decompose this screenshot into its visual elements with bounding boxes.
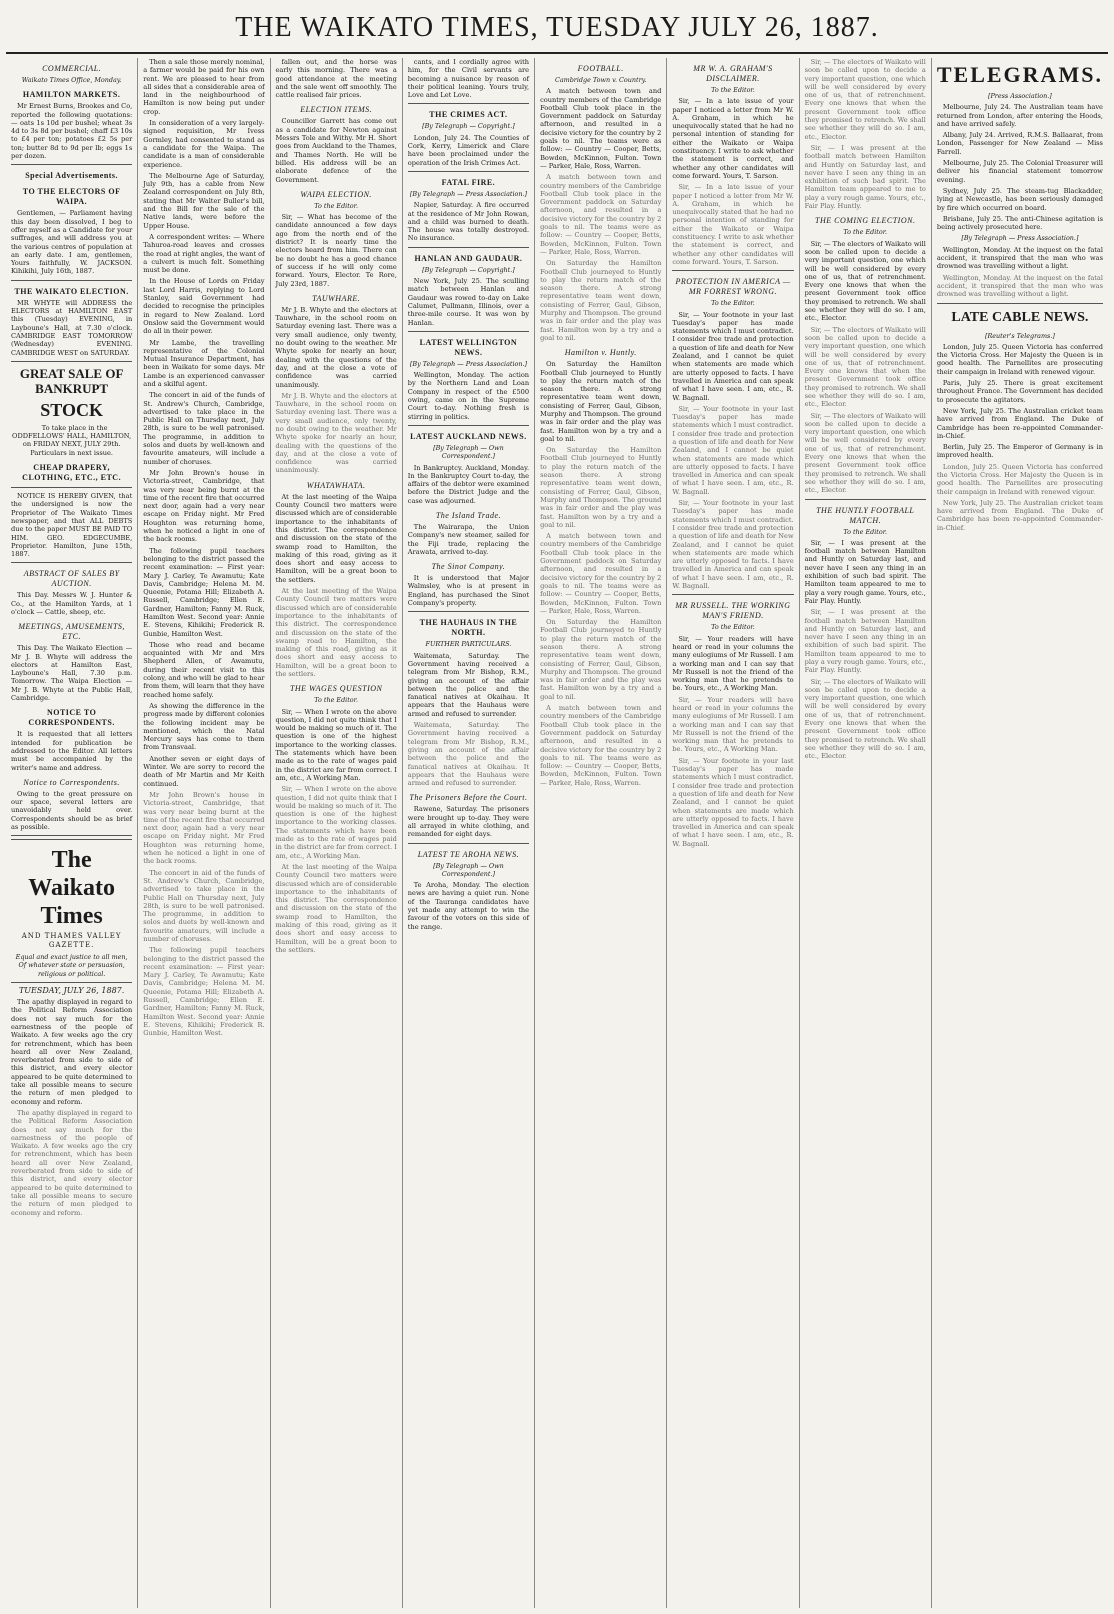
- teaaroha-text: Te Aroha, Monday. The election news are having a quiet run. None of the Tauranga candidates have yet made any attempt to win the favour of the voters on this side of the range.: [407, 881, 530, 931]
- wages-cont: At the last meeting of the Waipa County Council two matters were discussed which are of considerable importance to the inhabitants of this district. The correspondence and discussion on the state of the swamp road to Hamilton, the making of this road, giving as it does short and easy access to Hamilton, will be a great boon to the settlers.: [275, 862, 397, 954]
- late-text-2: Paris, July 25. There is great excitement throughout France. The Government has decided to prosecute the agitators.: [936, 379, 1103, 404]
- telegram-item: Brisbane, July 25. The anti-Chinese agitation is being actively prosecuted here.: [936, 214, 1103, 232]
- column-4: [403, 58, 535, 1608]
- whatawhata-cont: At the last meeting of the Waipa County Council two matters were discussed which are of considerable importance to the inhabitants of this district. The correspondence and discussion on the state of the swamp road to Hamilton, the making of this road, giving as it does short and easy access to Hamilton, will be a great boon to the settlers.: [275, 587, 397, 678]
- auckland-text: In Bankruptcy. Auckland, Monday. In the Bankruptcy Court to-day, the affairs of the debtor were examined before the District Judge and the case was adjourned.: [407, 463, 530, 505]
- divider: [11, 164, 132, 165]
- divider: [11, 280, 132, 281]
- divider: [408, 843, 529, 844]
- masthead-rule: [6, 52, 1108, 54]
- hanlan-text: New York, July 25. The sculling match between Hanlan and Gaudaur was rowed to-day on Lake Calumet, Pullmann, Illinois, over a three-mile course. It was won by Hanlan.: [407, 277, 530, 327]
- protection-sub: To the Editor.: [711, 299, 755, 308]
- column-7: [800, 58, 932, 1608]
- protection-cont: Sir, — Your footnote in your last Tuesday's paper has made statements which I must contradict. I consider free trade and protection a question of life and death for New Zealand, and I cannot be quiet when statements are made which are utterly opposed to facts. I have travelled in America and can speak of what I have seen. I am, etc., R. W. Bagnall.: [672, 499, 794, 591]
- gothic-title: The Waikato Times: [28, 847, 115, 930]
- tauwhare-cont: Mr J. B. Whyte and the electors at Tauwhare, in the school room on Saturday evening last. There was a very small audience, only twenty, no doubt owing to the weather. Mr Whyte spoke for nearly an hour, dealing with the questions of the day, and at the close a vote of confidence was carried unanimously.: [275, 391, 397, 475]
- divider: [408, 331, 529, 332]
- football-text-2: On Saturday the Hamilton Football Club journeyed to Huntly to play the return match of the season there. A strong representative team went down, consisting of Ferrer, Gaul, Gibson, Murphy and Thompson. The ground was in fair order and the play was fast. Hamilton won by a try and a goal to nil.: [540, 360, 662, 443]
- huntly-cont: Sir, — The electors of Waikato will soon be called upon to decide a very important question, one which will be well considered by every one of us, that of retrenchment. Every one knows that when the present Government took office they promised to retrench. We shall see whether they will do so. I am, etc., Elector.: [804, 677, 926, 761]
- telegrams-sub: [Press Association.]: [988, 92, 1052, 100]
- wages-cont: Sir, — When I wrote on the above question, I did not quite think that I would be making so much of it. The question is one of the highest importance to the working classes. The statements which have been made as to the rate of wages paid in the district are far from correct. I am, etc., A Working Man.: [275, 785, 397, 860]
- graham-cont: Sir, — In a late issue of your paper I noticed a letter from Mr W. A. Graham, in which he unequivocally stated that he had no personal intention of standing for either the Waikato or Waipa constituency. I write to ask whether the statement is correct, and whether any other candidates will come forward. Yours, T. Sarson.: [672, 183, 794, 266]
- wages-sub: To the Editor.: [314, 696, 359, 705]
- cheap-drapery: CHEAP DRAPERY, CLOTHING, ETC., ETC.: [22, 463, 122, 483]
- ntc-text: Wellington, Monday. At the inquest on the fatal accident, it transpired that the man who was drowned was travelling without a light.: [936, 245, 1103, 271]
- divider: [408, 611, 529, 612]
- waipa-sub: To the Editor.: [314, 201, 359, 210]
- huntly-cont: Sir, — I was present at the football match between Hamilton and Huntly on Saturday last, and never have I seen any thing in an exhibition of such bad spirit. The Hamilton team appeared to me to play a very rough game. Yours, etc., Fair Play. Huntly.: [804, 608, 926, 675]
- heading-tauwhare: TAUWHARE.: [312, 293, 361, 303]
- heading-sinot-company: The Sinot Company.: [431, 562, 506, 572]
- football-text-2-cont: A match between town and country members of the Cambridge Football Club took place in the Government paddock on Saturday afternoon, and resulted in a decisive victory for the country by 2 goals to nil. The teams were as follow: — Country — Cooper, Betts, Bowden, McKinnon, Fulton. Town — Parker, Hale, Ross, Warren.: [540, 532, 662, 615]
- hanlan-sub: [By Telegraph — Copyright.]: [422, 265, 515, 274]
- column-6: [667, 58, 799, 1608]
- ntc-cont: Wellington, Monday. At the inquest on the fatal accident, it transpired that the man who was drowned was travelling without a light.: [936, 273, 1103, 299]
- wages-text: Sir, — When I wrote on the above question, I did not quite think that I would be making so much of it. The question is one of the highest importance to the working classes. The statements which have been made as to the rate of wages paid in the district are far from correct. I am, etc., A Working Man.: [275, 707, 397, 782]
- crimes-sub: [By Telegraph — Copyright.]: [422, 122, 515, 131]
- graham-text: Sir, — In a late issue of your paper I noticed a letter from Mr W. A. Graham, in which he unequivocally stated that he had no personal intention of standing for either the Waikato or Waipa constituency. I write to ask whether the statement is correct, and whether any other candidates will come forward. Yours, T. Sarson.: [672, 97, 794, 180]
- heading-waikato-election: THE WAIKATO ELECTION.: [14, 286, 129, 296]
- huntly-sub: To the Editor.: [843, 527, 888, 536]
- paragraph: fallen out, and the horse was early this morning. There was a good attendance at the meeting and the sale went off smoothly. The cattle realised fair prices.: [275, 58, 397, 100]
- heading-wellington-news: LATEST WELLINGTON NEWS.: [419, 337, 518, 357]
- heading-fatal-fire: FATAL FIRE.: [441, 177, 496, 187]
- notice-corr-text: Owing to the great pressure on our space, several letters are unavoidably held over. Correspondents should be as brief as possible.: [11, 789, 133, 832]
- gothic-motto: Equal and exact justice to all men, Of whatever state or persuasion, religious or political.: [15, 952, 128, 978]
- election-items-text: Councillor Garrett has come out as a candidate for Newton against Messrs Tole and Withy. Mr H. Short goes from Auckland to the Thames, and Thames North. He will be billed. His address will be an elaborate defence of the Government.: [275, 117, 397, 184]
- column-3: [271, 58, 403, 1608]
- late-text: London, July 25. Queen Victoria has conferred the Victoria Cross. Her Majesty the Queen is in good health. The Parnellites are prosecuting their campaign in Ireland with renewed vigour.: [936, 342, 1103, 376]
- paragraph: Then a sale those merely nominal, a farmer would be paid for his own rent. We are pleased to hear from all sides that a considerable area of land in the neighbourhood of Hamilton is now being put under crop.: [143, 58, 265, 116]
- protection-text: Sir, — Your footnote in your last Tuesday's paper has made statements which I must contradict. I consider free trade and protection a question of life and death for New Zealand, and I cannot be quiet when statements are made which are utterly opposed to facts. I have travelled in America and can speak of what I have seen. I am, etc., R. W. Bagnall.: [672, 310, 794, 402]
- column-5: [535, 58, 667, 1608]
- great-sale-heading-1: GREAT SALE OF BANKRUPT: [19, 365, 124, 396]
- sale-text: To take place in the ODDFELLOWS' HALL, HAMILTON, on FRIDAY NEXT, JULY 29th. Particulars in next issue.: [12, 423, 132, 457]
- heading-abstract-sales: ABSTRACT OF SALES BY AUCTION.: [23, 569, 120, 589]
- late-text-4: Berlin, July 25. The Emperor of Germany is in improved health.: [936, 443, 1103, 460]
- heading-island-trade: The Island Trade.: [435, 510, 502, 520]
- telegram-item: Albany, July 24. Arrived, R.M.S. Ballaarat, from London, Passenger for New Zealand — Miss Farrell.: [936, 131, 1103, 156]
- russell-text: Sir, — Your readers will have heard or read in your columns the many eulogiums of Mr Russell. I am a working man and I can say that Mr Russell is not the friend of the working man that he pretends to be. Yours, etc., A Working Man.: [672, 634, 794, 693]
- heading-commercial: COMMERCIAL.: [42, 64, 102, 73]
- coming-cont: Sir, — The electors of Waikato will soon be called upon to decide a very important question, one which will be well considered by every one of us, that of retrenchment. Every one knows that when the present Government took office they promised to retrench. We shall see whether they will do so. I am, etc., Elector.: [804, 325, 926, 409]
- tauwhare-text: Mr J. B. Whyte and the electors at Tauwhare, in the school room on Saturday evening last. There was a very small audience, only twenty, no doubt owing to the weather. Mr Whyte spoke for nearly an hour, dealing with the questions of the day, and at the close a vote of confidence was carried unanimously.: [275, 305, 397, 389]
- heading-notice-correspondents: NOTICE TO CORRESPONDENTS.: [28, 708, 115, 728]
- divider: [408, 425, 529, 426]
- late-cont: London, July 25. Queen Victoria has conferred the Victoria Cross. Her Majesty the Queen is in good health. The Parnellites are prosecuting their campaign in Ireland with renewed vigour.: [936, 462, 1103, 496]
- teaaroha-sub: [By Telegraph — Own Correspondent.]: [433, 861, 504, 878]
- commercial-sub: Waikato Times Office, Monday.: [21, 76, 122, 84]
- paragraph: The concert in aid of the funds of St. Andrew's Church, Cambridge, advertised to take place in the Public Hall on Thursday next, July 28th, is sure to be well patronised. The programme, in addition to solos and duets by well-known and favourite amateurs, will include a number of choruses.: [143, 391, 265, 466]
- divider: [672, 594, 793, 595]
- auckland-sub: [By Telegraph — Own Correspondent.]: [433, 443, 504, 461]
- dateline: TUESDAY, JULY 26, 1887.: [18, 985, 125, 995]
- hauhaus-text: Waitemata, Saturday. The Government having received a telegram from Mr Bishop, R.M., giving an account of the affair between the police and the fanatical natives at Okaihau. It appears that the Hauhaus were armed and refused to surrender.: [407, 651, 530, 718]
- waipa-text: Sir, — What has become of the candidate announced a few days ago from the north end of the district? It is nearly time the electors heard from him. There can be no doubt he has a good chance of success if he will only come forward. Yours, Elector. Te Rore, July 23rd, 1887.: [275, 213, 397, 288]
- heading-wages-question: THE WAGES QUESTION: [289, 684, 383, 694]
- divider: [805, 499, 926, 500]
- column-2: [138, 58, 270, 1608]
- newspaper-title: THE WAIKATO TIMES, TUESDAY JULY 26, 1887.: [235, 12, 879, 43]
- heading-electors-waipa: TO THE ELECTORS OF WAIPA.: [22, 187, 121, 207]
- whatawhata-text: At the last meeting of the Waipa County Council two matters were discussed which are of considerable importance to the inhabitants of this district. The correspondence and discussion on the state of the swamp road to Hamilton, the making of this road, giving as it does short and easy access to Hamilton, will be a great boon to the settlers.: [275, 492, 397, 584]
- paragraph: In consideration of a very largely-signed requisition, Mr Ivess Gormley, had consented to stand as a candidate for the Waipa. The candidate is a man of considerable experience.: [143, 119, 265, 169]
- heading-late-cable-news: LATE CABLE NEWS.: [951, 309, 1089, 325]
- waikato-election-text: MR WHYTE will ADDRESS the ELECTORS at HAMILTON EAST this (Tuesday) EVENING, in Layboune's Hall, at 7.30 o'clock. CAMBRIDGE EAST TOMORROW (Wednesday) EVENING. CAMBRIDGE WEST on SATURDAY.: [11, 298, 133, 357]
- hauhaus-cont: Waitemata, Saturday. The Government having received a telegram from Mr Bishop, R.M., giving an account of the affair between the police and the fanatical natives at Okaihau. It appears that the Hauhaus were armed and refused to surrender.: [407, 721, 530, 788]
- graham-sub: To the Editor.: [711, 86, 755, 94]
- telegram-item: Sydney, July 25. The steam-tug Blackadder, lying at Newcastle, has been seriously damaged by fire which occurred on board.: [936, 186, 1103, 212]
- heading-hamilton-huntly: Hamilton v. Huntly.: [564, 348, 637, 358]
- masthead: [0, 4, 1114, 54]
- heading-protection-america: PROTECTION IN AMERICA — MR FORREST WRONG.: [675, 277, 791, 297]
- heading-auckland-news: LATEST AUCKLAND NEWS.: [410, 431, 527, 441]
- divider: [408, 103, 529, 104]
- crimes-text: London, July 24. The Counties of Cork, Kerry, Limerick and Clare have been proclaimed under the operation of the Irish Crimes Act.: [407, 133, 530, 167]
- heading-hamilton-markets: HAMILTON MARKETS.: [22, 90, 121, 100]
- paragraph: Sir, — I was present at the football match between Hamilton and Huntly on Saturday last, and never have I seen any thing in an exhibition of such bad spirit. The Hamilton team appeared to me to play a very rough game. Yours, etc., Fair Play. Huntly.: [804, 143, 926, 211]
- divider: [672, 270, 793, 271]
- late-sub: [Reuter's Telegrams.]: [984, 331, 1055, 340]
- fatal-text: Napier, Saturday. A fire occurred at the residence of Mr John Rowan, and a child was burned to death. The house was totally destroyed. No insurance.: [407, 201, 530, 243]
- russell-sub: To the Editor.: [711, 623, 755, 632]
- wellington-text: Wellington, Monday. The action by the Northern Land and Loan Company in respect of the £500 owing, came on in the Supreme Court to-day. Nothing fresh is stirring in politics.: [407, 371, 530, 421]
- paragraph: cants, and I cordially agree with him, for the Civil servants are becoming a nuisance by reason of their political leaning. Yours truly, Love and Let Love.: [407, 58, 530, 100]
- abstract-text: This Day. Messrs W. J. Hunter & Co., at the Hamilton Yards, at 1 o'clock — Cattle, sheep, etc.: [11, 591, 133, 616]
- football-text-1: A match between town and country members of the Cambridge Football Club took place in the Government paddock on Saturday afternoon, and resulted in a decisive victory for the country by 2 goals to nil. The teams were as follow: — Country — Cooper, Betts, Bowden, McKinnon, Fulton. Town — Parker, Hale, Ross, Warren.: [540, 87, 662, 170]
- lead-text-cont: The apathy displayed in regard to the Political Reform Association does not say much for the earnestness of the people of Waikato. A few weeks ago the cry for retrenchment, which has been heard all over New Zealand, reverberated from side to side of this district, and every elector appeared to be quite determined to take all possible means to secure the return of men pledged to economy and reform.: [11, 1108, 133, 1217]
- late-cont: New York, July 25. The Australian cricket team have arrived from England. The Duke of Cambridge has been re-appointed Commander-in-Chief.: [936, 498, 1103, 532]
- telegram-item: Melbourne, July 25. The Colonial Treasurer will deliver his financial statement tomorrow evening.: [936, 159, 1103, 184]
- heading-te-aroha-news: LATEST TE AROHA NEWS.: [417, 849, 520, 859]
- divider: [11, 487, 132, 488]
- football-text-2-cont: On Saturday the Hamilton Football Club journeyed to Huntly to play the return match of the season there. A strong representative team went down, consisting of Ferrer, Gaul, Gibson, Murphy and Thompson. The ground was in fair order and the play was fast. Hamilton won by a try and a goal to nil.: [540, 446, 662, 529]
- heading-election-items: ELECTION ITEMS.: [300, 105, 373, 115]
- fatal-sub: [By Telegraph — Press Association.]: [409, 189, 527, 198]
- russell-cont: Sir, — Your readers will have heard or read in your columns the many eulogiums of Mr Russell. I am a working man and I can say that Mr Russell is not the friend of the working man that he pretends to be. Yours, etc., A Working Man.: [672, 695, 794, 754]
- heading-football: FOOTBALL.: [577, 64, 624, 73]
- football-text-1-cont: On Saturday the Hamilton Football Club journeyed to Huntly to play the return match of the season there. A strong representative team went down, consisting of Ferrer, Gaul, Gibson, Murphy and Thompson. The ground was in fair order and the play was fast. Hamilton won by a try and a goal to nil.: [540, 259, 662, 342]
- paragraph: Sir, — The electors of Waikato will soon be called upon to decide a very important question, one which will be well considered by every one of us, that of retrenchment. Every one knows that when the present Government took office they promised to retrench. We shall see whether they will do so. I am, etc., Elector.: [804, 58, 926, 141]
- telegram-item: Melbourne, July 24. The Australian team have returned from London, after entering the Hoods, and have arrived safely.: [936, 103, 1103, 128]
- divider-double: [11, 835, 132, 840]
- paragraph-filler: Mr John Brown's house in Victoria-street, Cambridge, that was very near being burnt at the time of the recent fire that occurred next door, again had a very near escape on Friday night. Mr Fred Houghton was returning home, when he noticed a light in one of the back rooms.: [143, 790, 265, 866]
- heading-notice-to-correspondents: Notice to Correspondents.: [23, 777, 120, 787]
- heading-crimes-act: THE CRIMES ACT.: [429, 110, 508, 120]
- heading-prisoners: The Prisoners Before the Court.: [409, 793, 528, 803]
- heading-special-advertisements: Special Advertisements.: [25, 171, 119, 181]
- football-text-1-cont: A match between town and country members of the Cambridge Football Club took place in the Government paddock on Saturday afternoon, and resulted in a decisive victory for the country by 2 goals to nil. The teams were as follow: — Country — Cooper, Betts, Bowden, McKinnon, Fulton. Town — Parker, Hale, Ross, Warren.: [540, 173, 662, 256]
- hauhaus-sub: FURTHER PARTICULARS.: [425, 640, 512, 649]
- divider: [408, 247, 529, 248]
- heading-waipa-election: WAIPA ELECTION.: [300, 189, 372, 199]
- paragraph: Mr John Brown's house in Victoria-street, Cambridge, that was very near being burnt at the time of the recent fire that occurred next door, again had a very near escape on Friday night. Mr Fred Houghton was returning home, when he noticed a light in one of the back rooms.: [143, 468, 265, 544]
- prisoners-text: Rawene, Saturday. The prisoners were brought up to-day. They were all arrayed in white clothing, and remanded for eight days.: [407, 805, 530, 839]
- correspondents-text: It is requested that all letters intended for publication be addressed to the Editor. All letters must be accompanied by the writer's name and address.: [11, 730, 133, 772]
- sinot-text: It is understood that Major Walmsley, who is at present in England, has purchased the Sinot Company's property.: [407, 574, 530, 608]
- football-sub: Cambridge Town v. Country.: [554, 76, 647, 84]
- coming-sub: To the Editor.: [843, 228, 888, 237]
- page-columns: [6, 58, 1108, 1608]
- heading-hanlan: HANLAN AND GAUDAUR.: [414, 253, 523, 263]
- lead-text: The apathy displayed in regard to the Political Reform Association does not say much for the earnestness of the people of Waikato. A few weeks ago the cry for retrenchment, which has been heard all over New Zealand, reverberated from side to side of this district, and every elector appeared to be quite determined to take all possible means to secure the return of men pledged to economy and reform.: [11, 998, 133, 1106]
- paragraph: Another seven or eight days of Winter. We are sorry to record the death of Mr Martin and Mr Keith continued.: [143, 754, 265, 788]
- divider: [408, 171, 529, 172]
- football-text-2-cont: A match between town and country members of the Cambridge Football Club took place in the Government paddock on Saturday afternoon, and resulted in a decisive victory for the country by 2 goals to nil. The teams were as follow: — Country — Cooper, Betts, Bowden, McKinnon, Fulton. Town — Parker, Hale, Ross, Warren.: [540, 704, 662, 787]
- divider: [937, 303, 1103, 304]
- gothic-subtitle: AND THAMES VALLEY GAZETTE.: [21, 932, 122, 949]
- column-1: [6, 58, 138, 1608]
- heading-coming-election: THE COMING ELECTION.: [815, 216, 916, 226]
- island-text: The Wairarapa, the Union Company's new steamer, sailed for the Fiji trade, replacing the Arawata, arrived to-day.: [407, 522, 530, 556]
- paragraph: In the House of Lords on Friday last Lord Harris, replying to Lord Stanley, said Government had decided to recognise the principles in regard to New Zealand. Lord Onslow said the Government would do all in their power.: [143, 277, 265, 336]
- paragraph: Those who read and became acquainted with Mr and Mrs Shepherd Allen, of Awamutu, during their recent visit to this colony, and who will be glad to hear from them, will learn that they have reached home safely.: [143, 640, 265, 699]
- paragraph-filler: The concert in aid of the funds of St. Andrew's Church, Cambridge, advertised to take place in the Public Hall on Thursday next, July 28th, is sure to be well patronised. The programme, in addition to solos and duets by well-known and favourite amateurs, will include a number of choruses.: [143, 868, 265, 943]
- heading-hauhaus: THE HAUHAUS IN THE NORTH.: [419, 618, 518, 638]
- heading-huntly-football-match: THE HUNTLY FOOTBALL MATCH.: [816, 505, 915, 525]
- markets-text: Mr Ernest Burns, Brookes and Co, reported the following quotations: — oats 1s 10d per bushel; wheat 3s 4d to 3s 8d per bushel; chaff £3 10s to £4 per ton; potatoes £2 5s per ton; butter 8d to 9d per lb; eggs 1s per dozen.: [11, 102, 133, 161]
- heading-russell: MR RUSSELL. THE WORKING MAN'S FRIEND.: [675, 601, 791, 621]
- divider: [11, 982, 132, 983]
- protection-cont: Sir, — Your footnote in your last Tuesday's paper has made statements which I must contradict. I consider free trade and protection a question of life and death for New Zealand, and I cannot be quiet when statements are made which are utterly opposed to facts. I have travelled in America and can speak of what I have seen. I am, etc., R. W. Bagnall.: [672, 404, 794, 496]
- great-sale-heading-2: STOCK: [40, 399, 103, 420]
- late-text-3: New York, July 25. The Australian cricket team have arrived from England. The Duke of Cambridge has been re-appointed Commander-in-Chief.: [936, 406, 1103, 440]
- paragraph: A correspondent writes: — Where Tahuroa-road leaves and crosses the road at right angles, the want of a culvert is much felt. Something must be done.: [143, 232, 265, 275]
- paragraph-filler: The following pupil teachers belonging to the district passed the recent examination: — First year: Mary J. Carley, Te Awamutu; Kate Davis, Cambridge; Helena M. M. Queenie, Potama Hill; Elizabeth A. Russell, Cambridge; Ellen E. Gardner, Hamilton; Fanny M. Ruck, Hamilton West. Second year: Annie E. Stevens, Kihikihi; Frederick R. Gunbie, Hamilton West.: [143, 946, 265, 1038]
- wellington-sub: [By Telegraph — Press Association.]: [409, 359, 527, 368]
- heading-telegrams: TELEGRAMS.: [936, 62, 1103, 87]
- paragraph: As showing the difference in the progress made by different colonies the following incident may be mentioned, which the Natal Mercury says has come to them from Transvaal.: [143, 701, 265, 752]
- heading-whatawhata: WHATAWHATA.: [306, 480, 366, 490]
- notice-text: NOTICE IS HEREBY GIVEN, that the undersigned is now the Proprietor of The Waikato Times newspaper, and that ALL DEBTS due to the paper MUST BE PAID TO HIM. GEO. EDGECUMBE, Proprietor. Hamilton, June 15th, 1887.: [11, 492, 133, 559]
- meetings-text: This Day. The Waikato Election — Mr J. B. Whyte will address the electors at Hamilton East, Layboune's Hall, 7.30 p.m. Tomorrow. The Waipa Election — Mr J. B. Whyte at the Public Hall, Cambridge.: [11, 644, 133, 703]
- paragraph: The Melbourne Age of Saturday, July 9th, has a cable from New Zealand correspondent on July 8th, stating that Mr Walter Buller's bill, and the Bill for the sale of the Native lands, were before the Upper House.: [143, 171, 265, 230]
- divider: [11, 361, 132, 362]
- coming-text: Sir, — The electors of Waikato will soon be called upon to decide a very important question, one which will be well considered by every one of us, that of retrenchment. Every one knows that when the present Government took office they promised to retrench. We shall see whether they will do so. I am, etc., Elector.: [804, 239, 926, 323]
- heading-graham-disclaimer: MR W. A. GRAHAM'S DISCLAIMER.: [693, 64, 773, 83]
- paragraph: Mr Lambe, the travelling representative of the Colonial Mutual Insurance Department, has been in Waikato for some days. Mr Lambe is an experienced canvasser and a skilful agent.: [143, 338, 265, 388]
- heading-meetings: MEETINGS, AMUSEMENTS, ETC.: [18, 622, 125, 642]
- column-8: [932, 58, 1108, 1608]
- divider: [11, 562, 132, 563]
- electors-text: Gentlemen, — Parliament having this day been dissolved, I beg to offer myself as a Candidate for your suffrages, and will address you at the various centres of population at an early date. I am, gentlemen, Yours faithfully, W. JACKSON. Kihikihi, July 16th, 1887.: [11, 209, 133, 276]
- ntc-sub: [By Telegraph — Press Association.]: [961, 234, 1079, 243]
- paragraph: The following pupil teachers belonging to the district passed the recent examination: — First year: Mary J. Carley, Te Awamutu; Kate Davis, Cambridge; Helena M. M. Queenie, Potama Hill; Elizabeth A. Russell, Cambridge; Ellen E. Gardner, Hamilton; Fanny M. Ruck, Hamilton West. Second year: Annie E. Stevens, Kihikihi; Frederick R. Gunbie, Hamilton West.: [143, 546, 265, 638]
- russell-cont: Sir, — Your footnote in your last Tuesday's paper has made statements which I must contradict. I consider free trade and protection a question of life and death for New Zealand, and I cannot be quiet when statements are made which are utterly opposed to facts. I have travelled in America and can speak of what I have seen. I am, etc., R. W. Bagnall.: [672, 756, 794, 848]
- huntly-text: Sir, — I was present at the football match between Hamilton and Huntly on Saturday last, and never have I seen any thing in an exhibition of such bad spirit. The Hamilton team appeared to me to play a very rough game. Yours, etc., Fair Play. Huntly.: [804, 538, 926, 605]
- football-text-2-cont: On Saturday the Hamilton Football Club journeyed to Huntly to play the return match of the season there. A strong representative team went down, consisting of Ferrer, Gaul, Gibson, Murphy and Thompson. The ground was in fair order and the play was fast. Hamilton won by a try and a goal to nil.: [540, 618, 662, 701]
- coming-cont: Sir, — The electors of Waikato will soon be called upon to decide a very important question, one which will be well considered by every one of us, that of retrenchment. Every one knows that when the present Government took office they promised to retrench. We shall see whether they will do so. I am, etc., Elector.: [804, 411, 926, 495]
